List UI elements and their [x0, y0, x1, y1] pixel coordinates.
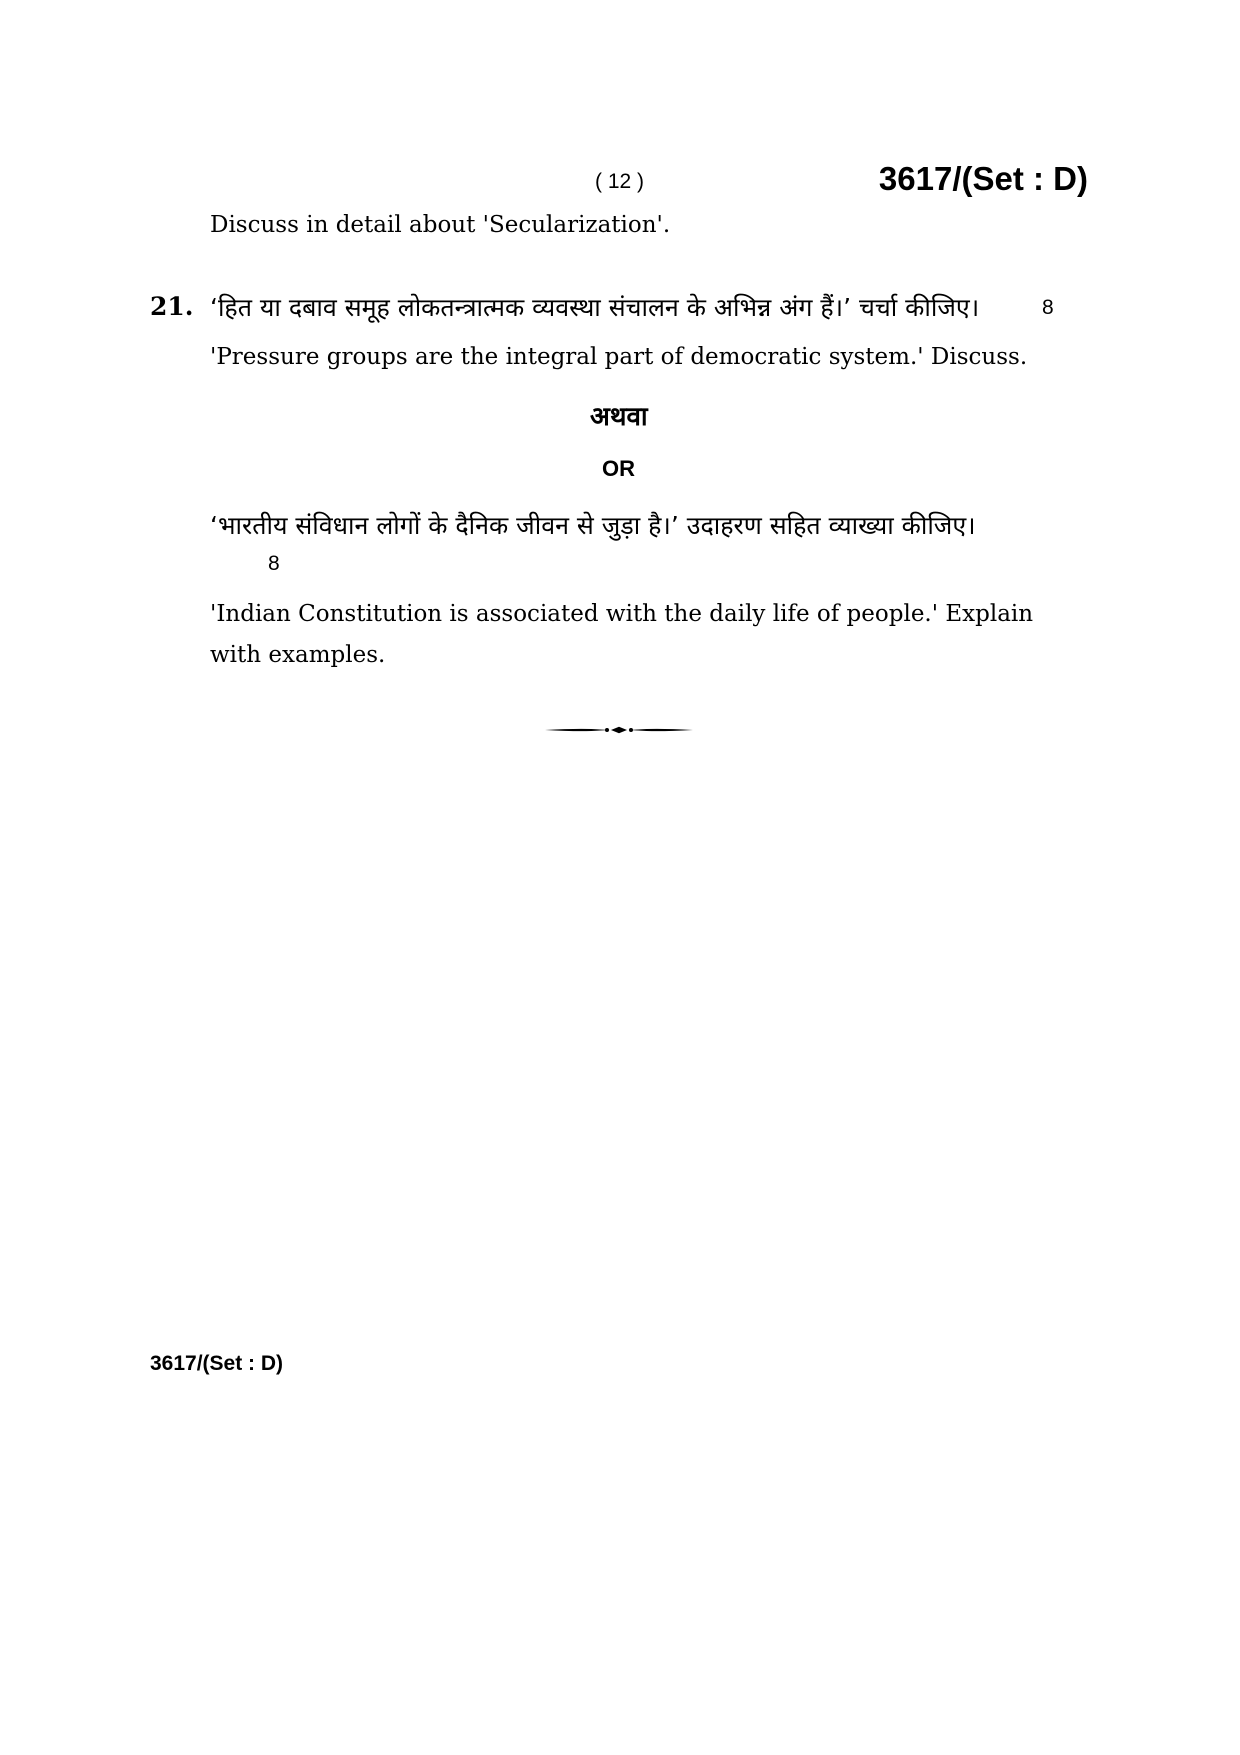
alternative-question-english-line-1: 'Indian Constitution is associated with the daily life of people.' Explain: [210, 601, 1034, 627]
previous-question-english: Discuss in detail about 'Secularization'.: [210, 212, 671, 238]
question-english: 'Pressure groups are the integral part of democratic system.' Discuss.: [210, 344, 1028, 370]
set-code-header: 3617/(Set : D): [878, 160, 1088, 197]
alternative-question-english-line-2: with examples.: [210, 642, 386, 668]
end-ornament: [545, 722, 693, 740]
page-number: ( 12 ): [595, 170, 645, 193]
set-code-footer: 3617/(Set : D): [150, 1352, 284, 1375]
question-marks: 8: [1042, 296, 1054, 319]
question-hindi: ‘हित या दबाव समूह लोकतन्त्रात्मक व्यवस्था संचालन के अभिन्न अंग हैं।’ चर्चा कीजिए।: [210, 293, 980, 322]
or-hindi: अथवा: [590, 402, 648, 432]
or-english: OR: [602, 456, 635, 481]
alternative-question-hindi: ‘भारतीय संविधान लोगों के दैनिक जीवन से जुड़ा है।’ उदाहरण सहित व्याख्या कीजिए।: [210, 511, 976, 540]
alternative-question-marks: 8: [268, 552, 280, 575]
question-number: 21.: [150, 292, 194, 321]
